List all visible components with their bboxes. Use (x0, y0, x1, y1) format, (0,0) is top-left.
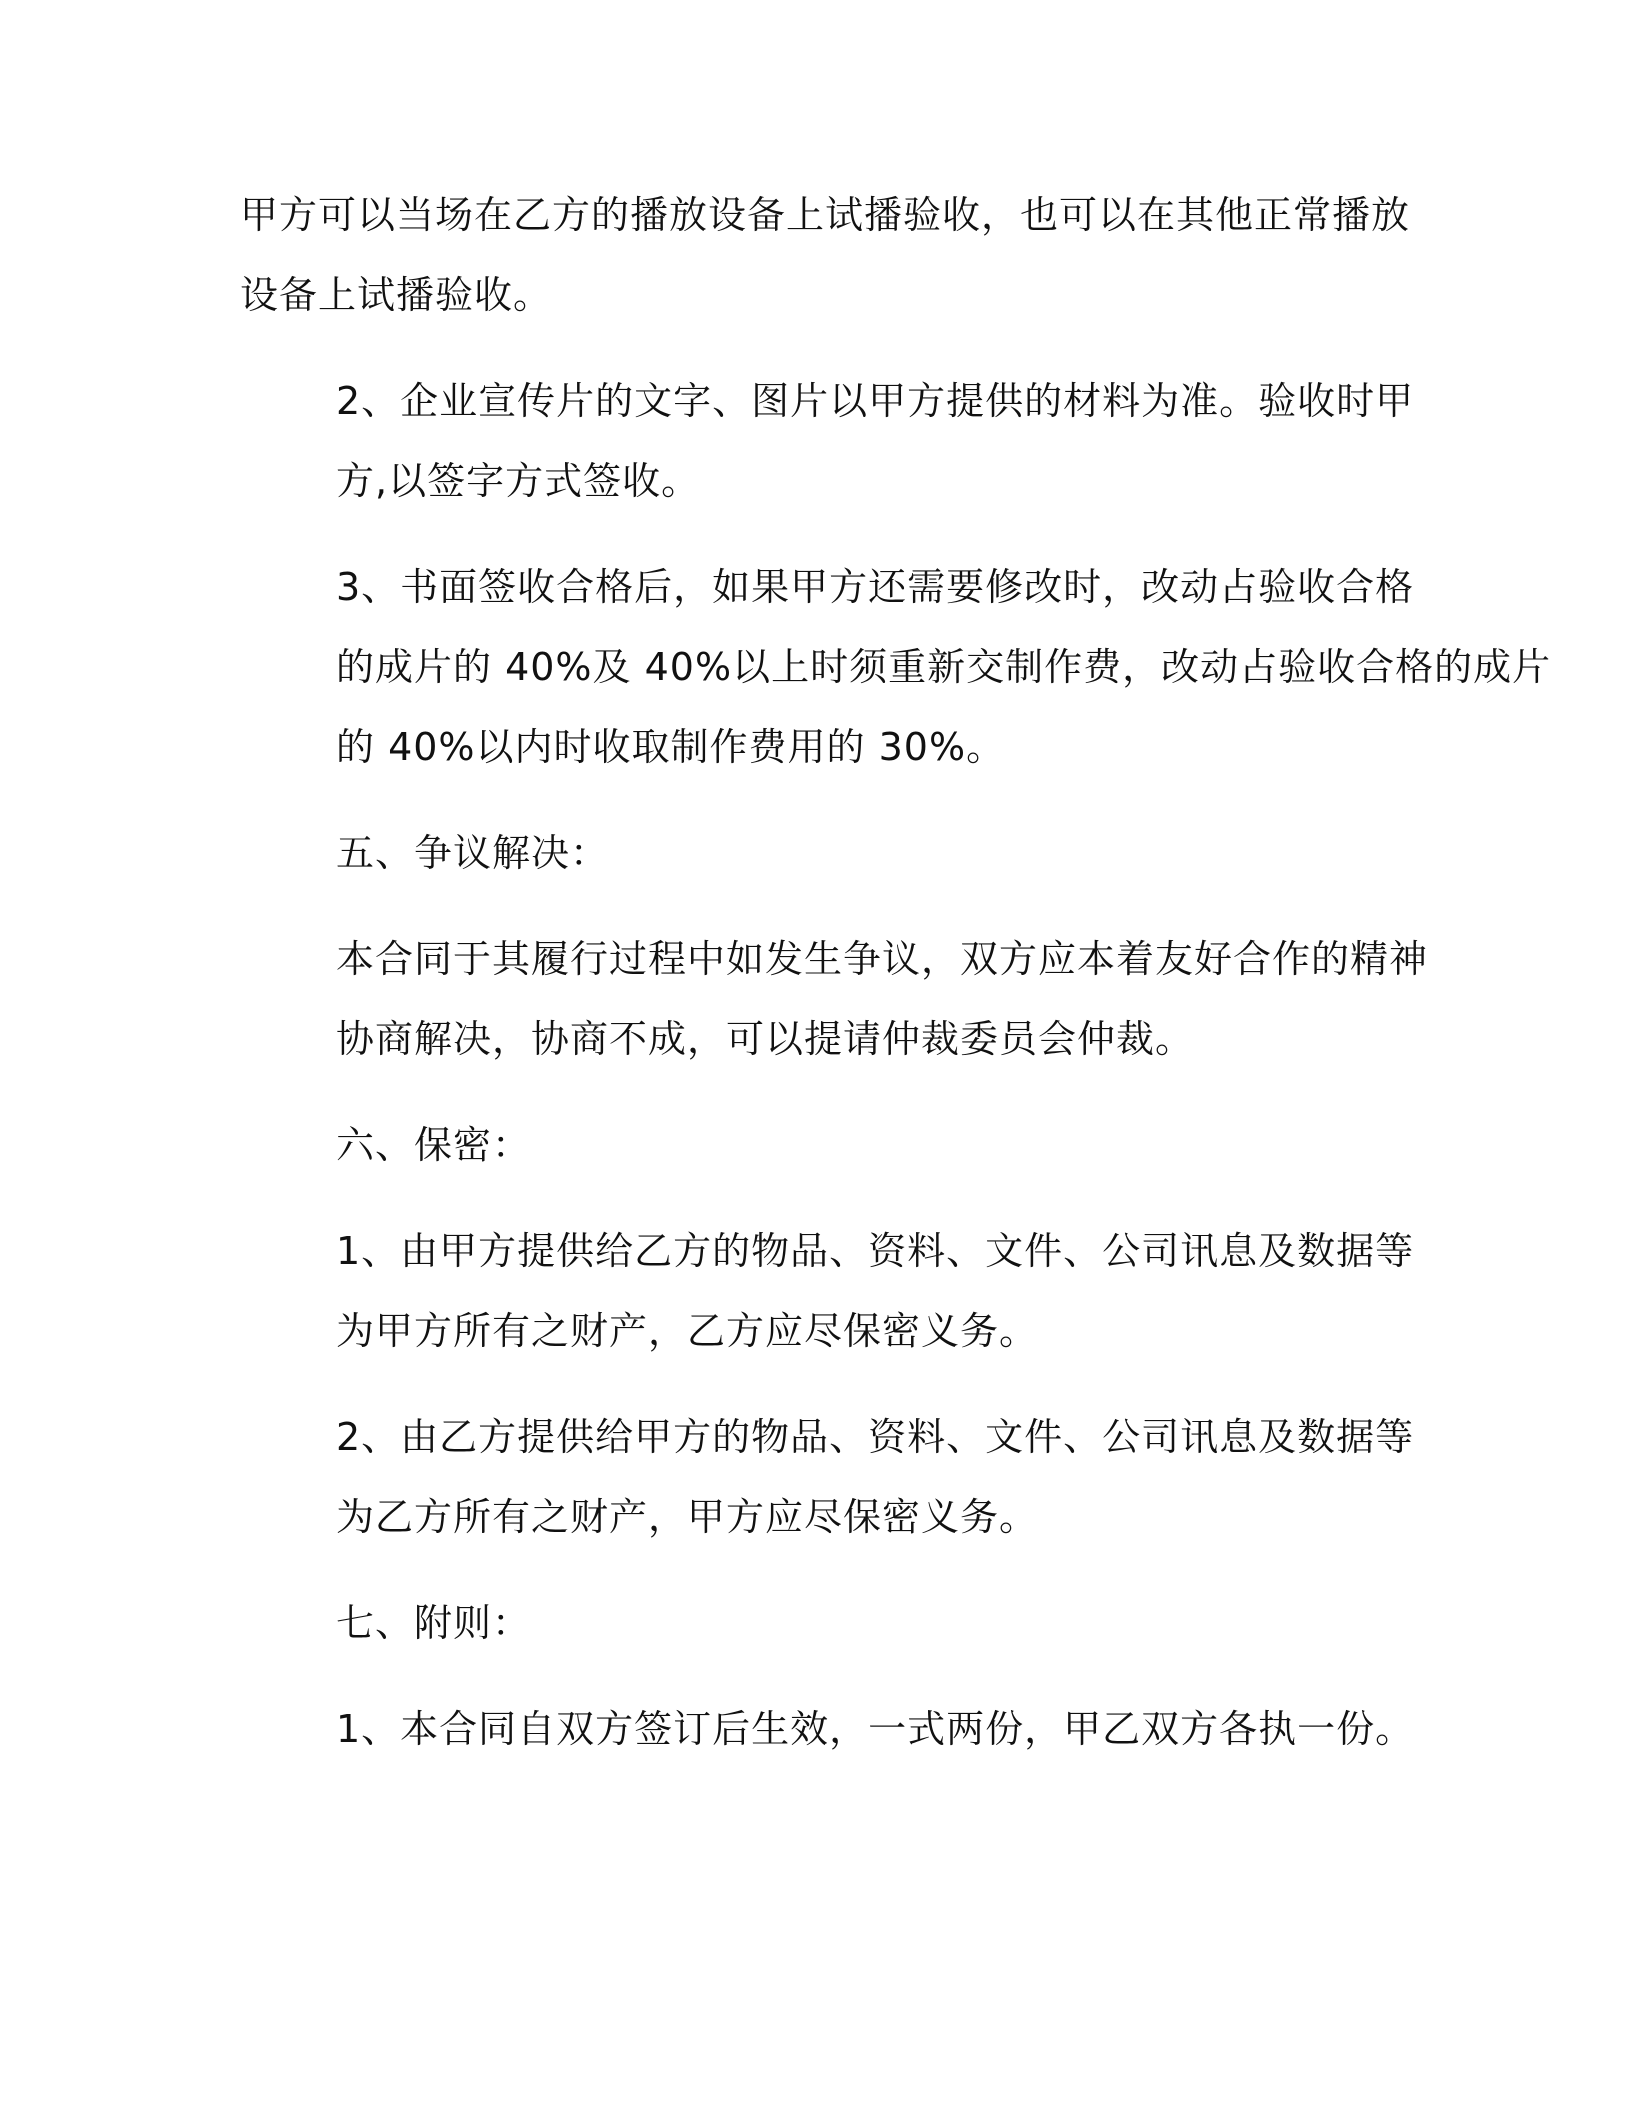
section-heading-confidentiality (240, 1105, 1385, 1185)
text-line: 为乙方所有之财产，甲方应尽保密义务。 (336, 1495, 1039, 1539)
paragraph-acceptance-playback (240, 175, 1411, 335)
clause-2-materials (240, 361, 1415, 521)
section-heading-dispute (240, 813, 1385, 893)
section-title: 五、争议解决： (336, 831, 610, 875)
clause-3-revisions (240, 547, 1552, 787)
text-line: 设备上试播验收。 (240, 273, 553, 317)
text-line: 3、书面签收合格后，如果甲方还需要修改时，改动占验收合格 (336, 565, 1415, 609)
text-line: 甲方可以当场在乙方的播放设备上试播验收，也可以在其他正常播放 (240, 193, 1411, 237)
confidentiality-clause-1 (240, 1211, 1415, 1371)
supplementary-clause-1 (240, 1689, 1415, 1769)
document-body (240, 175, 1552, 1769)
section-title: 七、附则： (336, 1601, 532, 1645)
text-line: 为甲方所有之财产，乙方应尽保密义务。 (336, 1309, 1039, 1353)
text-line: 协商解决，协商不成，可以提请仲裁委员会仲裁。 (336, 1017, 1195, 1061)
confidentiality-clause-2 (240, 1397, 1415, 1557)
text-line: 2、由乙方提供给甲方的物品、资料、文件、公司讯息及数据等 (336, 1415, 1415, 1459)
text-line: 的成片的 40%及 40%以上时须重新交制作费，改动占验收合格的成片 (336, 645, 1552, 689)
text-line: 方,以签字方式签收。 (336, 459, 701, 503)
dispute-resolution-text (240, 919, 1429, 1079)
text-line: 1、由甲方提供给乙方的物品、资料、文件、公司讯息及数据等 (336, 1229, 1415, 1273)
text-line: 2、企业宣传片的文字、图片以甲方提供的材料为准。验收时甲 (336, 379, 1415, 423)
section-heading-supplementary (240, 1583, 1385, 1663)
section-title: 六、保密： (336, 1123, 532, 1167)
text-line: 1、本合同自双方签订后生效，一式两份，甲乙双方各执一份。 (336, 1707, 1415, 1751)
text-line: 的 40%以内时收取制作费用的 30%。 (336, 725, 1006, 769)
text-line: 本合同于其履行过程中如发生争议，双方应本着友好合作的精神 (336, 937, 1429, 981)
